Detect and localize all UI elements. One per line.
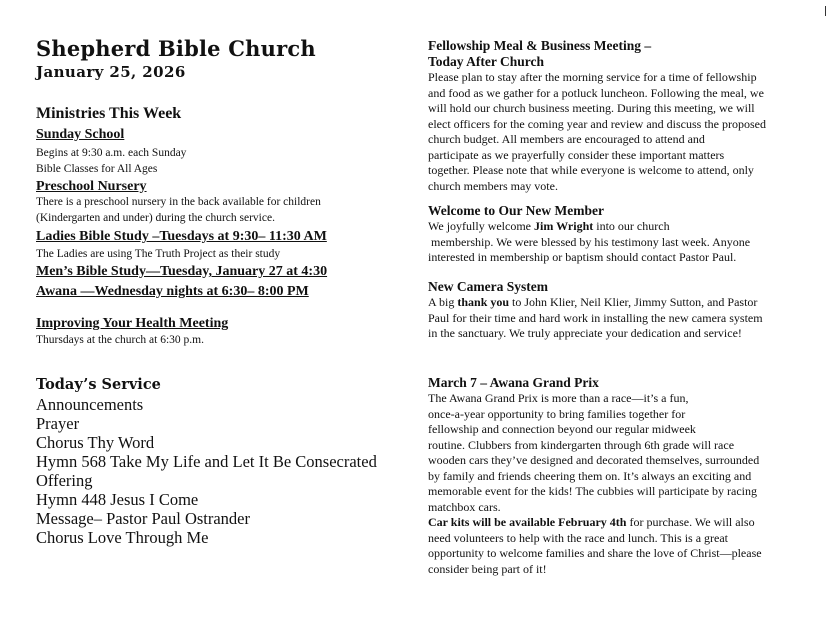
ministries-title: Ministries This Week — [36, 105, 182, 122]
ladies-study-heading: Ladies Bible Study –Tuesdays at 9:30– 11:30 AM — [36, 229, 327, 244]
church-name: Shepherd Bible Church — [36, 36, 316, 61]
fellowship-text: Please plan to stay after the morning service for a time of fellowship and food as we gather for a potluck luncheon. Following the meal, we will hold our church business meeting. During this meeting, we will elect officers for the coming year and review and discuss the proposed church budget. All members are encouraged to attend and participate as we prayerfully consider these important matters together. Please note that while everyone is welcome to attend, only church members may vote. — [428, 70, 766, 193]
bulletin-date: January 25, 2026 — [36, 63, 186, 81]
camera-text: A big thank you to John Klier, Neil Klier, Jimmy Sutton, and Pastor Paul for their time and hard work in installing the new camera system in the sanctuary. We truly appreciate your dedication and service! — [428, 295, 763, 340]
preschool-heading: Preschool Nursery — [36, 179, 147, 194]
health-meeting-heading: Improving Your Health Meeting — [36, 316, 229, 331]
service-list — [36, 395, 377, 547]
health-meeting-text: Thursdays at the church at 6:30 p.m. — [36, 334, 204, 346]
ladies-study-text: The Ladies are using The Truth Project as their study — [36, 248, 281, 260]
service-item: Prayer — [36, 414, 80, 433]
new-member-heading: Welcome to Our New Member — [428, 203, 604, 218]
sunday-school-text: Begins at 9:30 a.m. each Sunday Bible Classes for All Ages — [36, 147, 187, 175]
mens-study-heading: Men’s Bible Study—Tuesday, January 27 at 4:30 — [36, 264, 328, 279]
service-item: Offering — [36, 471, 93, 490]
service-item: Message– Pastor Paul Ostrander — [36, 509, 251, 528]
service-item: Chorus Love Through Me — [36, 528, 209, 547]
service-item: Announcements — [36, 395, 144, 414]
preschool-text: There is a preschool nursery in the back available for children (Kindergarten and under) during the church service. — [36, 196, 321, 224]
fellowship-heading-2: Today After Church — [428, 54, 545, 69]
camera-heading: New Camera System — [428, 279, 548, 294]
service-item: Hymn 568 Take My Life and Let It Be Consecrated — [36, 452, 377, 471]
new-member-text: We joyfully welcome Jim Wright into our church membership. We were blessed by his testimony last week. Anyone interested in membership or baptism should contact Pastor Paul. — [428, 219, 751, 264]
grand-prix-heading: March 7 – Awana Grand Prix — [428, 375, 599, 390]
awana-heading: Awana —Wednesday nights at 6:30– 8:00 PM — [36, 284, 309, 299]
fellowship-heading-1: Fellowship Meal & Business Meeting – — [428, 38, 652, 53]
service-item: Chorus Thy Word — [36, 433, 155, 452]
corner-mark — [825, 6, 826, 16]
grand-prix-text: The Awana Grand Prix is more than a race—it’s a fun, once-a-year opportunity to bring families together for fellowship and connection beyond our regular midweek routine. Clubbers from kindergarten through 6th grade will race wooden cars they’ve designed and decorated themselves, surrounded by family and friends cheering them on. It’s always an exciting and memorable event for the kids! The cubbies will participate by racing matchbox cars. Car kits will be available February 4th for purchase. We will also need volunteers to help with the race and lunch. This is a great opportunity to welcome families and share the love of Christ—please consider being part of it! — [428, 391, 762, 576]
sunday-school-heading: Sunday School — [36, 127, 125, 142]
service-item: Hymn 448 Jesus I Come — [36, 490, 199, 509]
service-title: Today’s Service — [36, 376, 161, 393]
